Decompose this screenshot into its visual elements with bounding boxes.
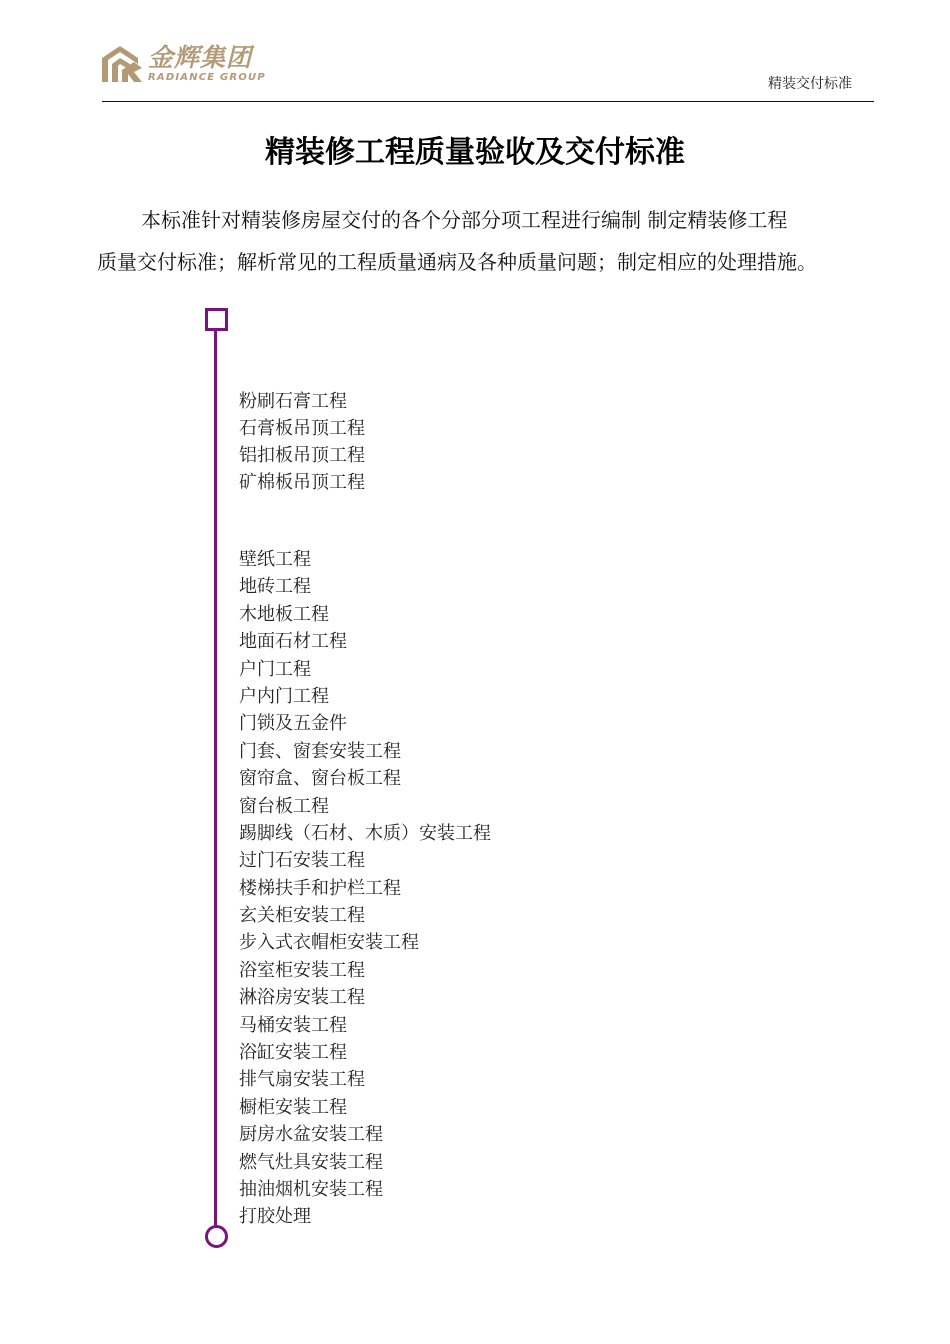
list-item: 矿棉板吊顶工程 — [239, 472, 365, 493]
list-item: 地砖工程 — [239, 576, 311, 598]
list-item: 窗台板工程 — [239, 795, 329, 817]
list-item: 橱柜安装工程 — [239, 1096, 347, 1118]
list-item: 地面石材工程 — [239, 631, 347, 653]
logo-name-en: RADIANCE GROUP — [148, 72, 266, 83]
list-item: 门套、窗套安装工程 — [239, 740, 401, 762]
list-item: 楼梯扶手和护栏工程 — [239, 877, 401, 899]
list-item: 踢脚线（石材、木质）安装工程 — [239, 822, 491, 844]
intro-paragraph — [97, 199, 897, 283]
list-item: 户门工程 — [239, 658, 311, 680]
timeline-start-marker — [205, 308, 228, 331]
timeline-line — [214, 318, 217, 1228]
doc-label: 精装交付标准 — [768, 76, 852, 92]
list-item: 浴室柜安装工程 — [239, 959, 365, 981]
list-item: 抽油烟机安装工程 — [239, 1178, 383, 1200]
list-item: 过门石安装工程 — [239, 850, 365, 872]
list-item: 玄关柜安装工程 — [239, 905, 365, 927]
item-list-fixtures — [239, 546, 491, 1231]
list-item: 壁纸工程 — [239, 549, 311, 570]
company-logo — [100, 42, 275, 88]
intro-line-2: 质量交付标准；解析常见的工程质量通病及各种质量问题；制定相应的处理措施。 — [97, 250, 817, 274]
list-item: 步入式衣帽柜安装工程 — [239, 932, 419, 954]
list-item: 淋浴房安装工程 — [239, 987, 365, 1009]
list-item: 木地板工程 — [239, 603, 329, 625]
header-divider — [102, 101, 874, 102]
list-item: 打胶处理 — [239, 1206, 311, 1228]
logo-name-cn: 金辉集团 — [148, 43, 253, 72]
list-item: 燃气灶具安装工程 — [239, 1151, 383, 1173]
list-item: 排气扇安装工程 — [239, 1069, 365, 1091]
list-item: 窗帘盒、窗台板工程 — [239, 768, 401, 790]
intro-line-1: 本标准针对精装修房屋交付的各个分部分项工程进行编制 制定精装修工程 — [141, 208, 788, 232]
list-item: 马桶安装工程 — [239, 1014, 347, 1036]
radiance-logo-icon — [100, 42, 144, 86]
item-list-ceiling — [239, 388, 365, 496]
list-item: 石膏板吊顶工程 — [239, 418, 365, 439]
list-item: 铝扣板吊顶工程 — [239, 445, 365, 466]
list-item: 粉刷石膏工程 — [239, 391, 347, 412]
page-title: 精装修工程质量验收及交付标准 — [265, 135, 685, 170]
list-item: 户内门工程 — [239, 685, 329, 707]
list-item: 浴缸安装工程 — [239, 1042, 347, 1064]
timeline-end-marker — [205, 1225, 228, 1248]
list-item: 门锁及五金件 — [239, 713, 347, 735]
list-item: 厨房水盆安装工程 — [239, 1124, 383, 1146]
